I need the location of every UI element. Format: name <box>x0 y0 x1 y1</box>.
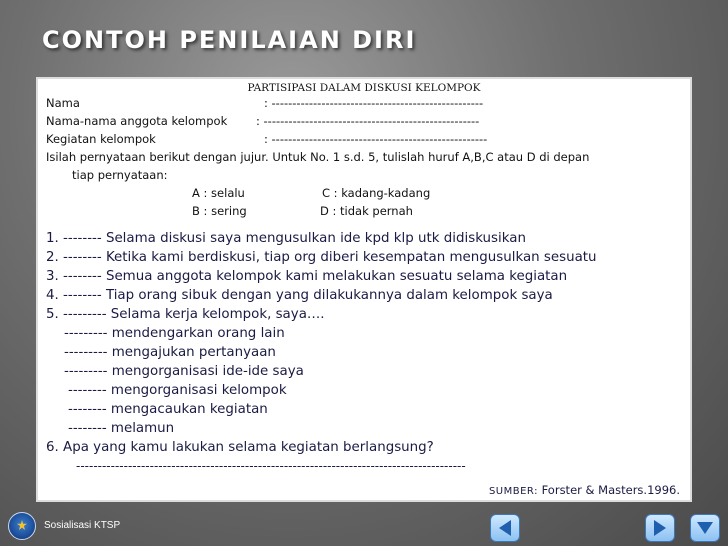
down-button[interactable] <box>690 514 720 542</box>
statement-6: 6. Apa yang kamu lakukan selama kegiatan berlangsung? <box>46 440 434 455</box>
source-value: Forster & Masters.1996. <box>541 483 680 497</box>
statement-3: 3. -------- Semua anggota kelompok kami melakukan sesuatu selama kegiatan <box>46 269 568 284</box>
instruction-line-2: tiap pernyataan: <box>72 168 168 182</box>
previous-slide-button[interactable] <box>490 514 520 542</box>
content-panel <box>36 77 692 502</box>
instruction-line-1: Isilah pernyataan berikut dengan jujur. Untuk No. 1 s.d. 5, tulislah huruf A,B,C atau D di depan <box>46 150 590 164</box>
field-anggota-label: Nama-nama anggota kelompok <box>46 114 228 128</box>
form-heading: PARTISIPASI DALAM DISKUSI KELOMPOK <box>247 82 481 94</box>
field-nama-label: Nama <box>46 96 80 110</box>
statement-1: 1. -------- Selama diskusi saya mengusulkan ide kpd klp utk didiskusikan <box>46 231 526 246</box>
next-slide-button[interactable] <box>645 514 675 542</box>
answer-line: ------------------------------------------------------------------------------------------ <box>76 459 466 473</box>
option-5b: --------- mengajukan pertanyaan <box>64 345 276 360</box>
option-5f: -------- melamun <box>68 421 175 436</box>
option-5a: --------- mendengarkan orang lain <box>64 326 285 341</box>
statement-2: 2. -------- Ketika kami berdiskusi, tiap org diberi kesempatan mengusulkan sesuatu <box>46 250 597 265</box>
legend-d: D : tidak pernah <box>320 204 413 218</box>
option-5e: -------- mengacaukan kegiatan <box>68 402 268 417</box>
statement-5: 5. --------- Selama kerja kelompok, saya…. <box>46 307 325 322</box>
field-kegiatan-label: Kegiatan kelompok <box>46 132 156 146</box>
option-5c: --------- mengorganisasi ide-ide saya <box>64 364 304 379</box>
source-citation <box>489 483 680 497</box>
legend-b: B : sering <box>192 204 247 218</box>
source-label: SUMBER: <box>488 486 538 497</box>
emblem-logo-icon <box>8 512 36 540</box>
arrow-down-icon <box>697 522 713 534</box>
arrow-left-icon <box>499 520 511 536</box>
option-5d: -------- mengorganisasi kelompok <box>68 383 287 398</box>
field-anggota-value: : ---------------------------------------------------- <box>256 114 480 128</box>
field-kegiatan-value: : ---------------------------------------------------- <box>264 132 488 146</box>
legend-c: C : kadang-kadang <box>322 186 431 200</box>
legend-a: A : selalu <box>192 186 245 200</box>
statement-4: 4. -------- Tiap orang sibuk dengan yang dilakukannya dalam kelompok saya <box>46 288 553 303</box>
field-nama-value: : --------------------------------------------------- <box>264 96 484 110</box>
arrow-right-icon <box>654 520 666 536</box>
slide-title: CONTOH PENILAIAN DIRI <box>42 26 417 54</box>
footer-text: Sosialisasi KTSP <box>44 520 121 531</box>
